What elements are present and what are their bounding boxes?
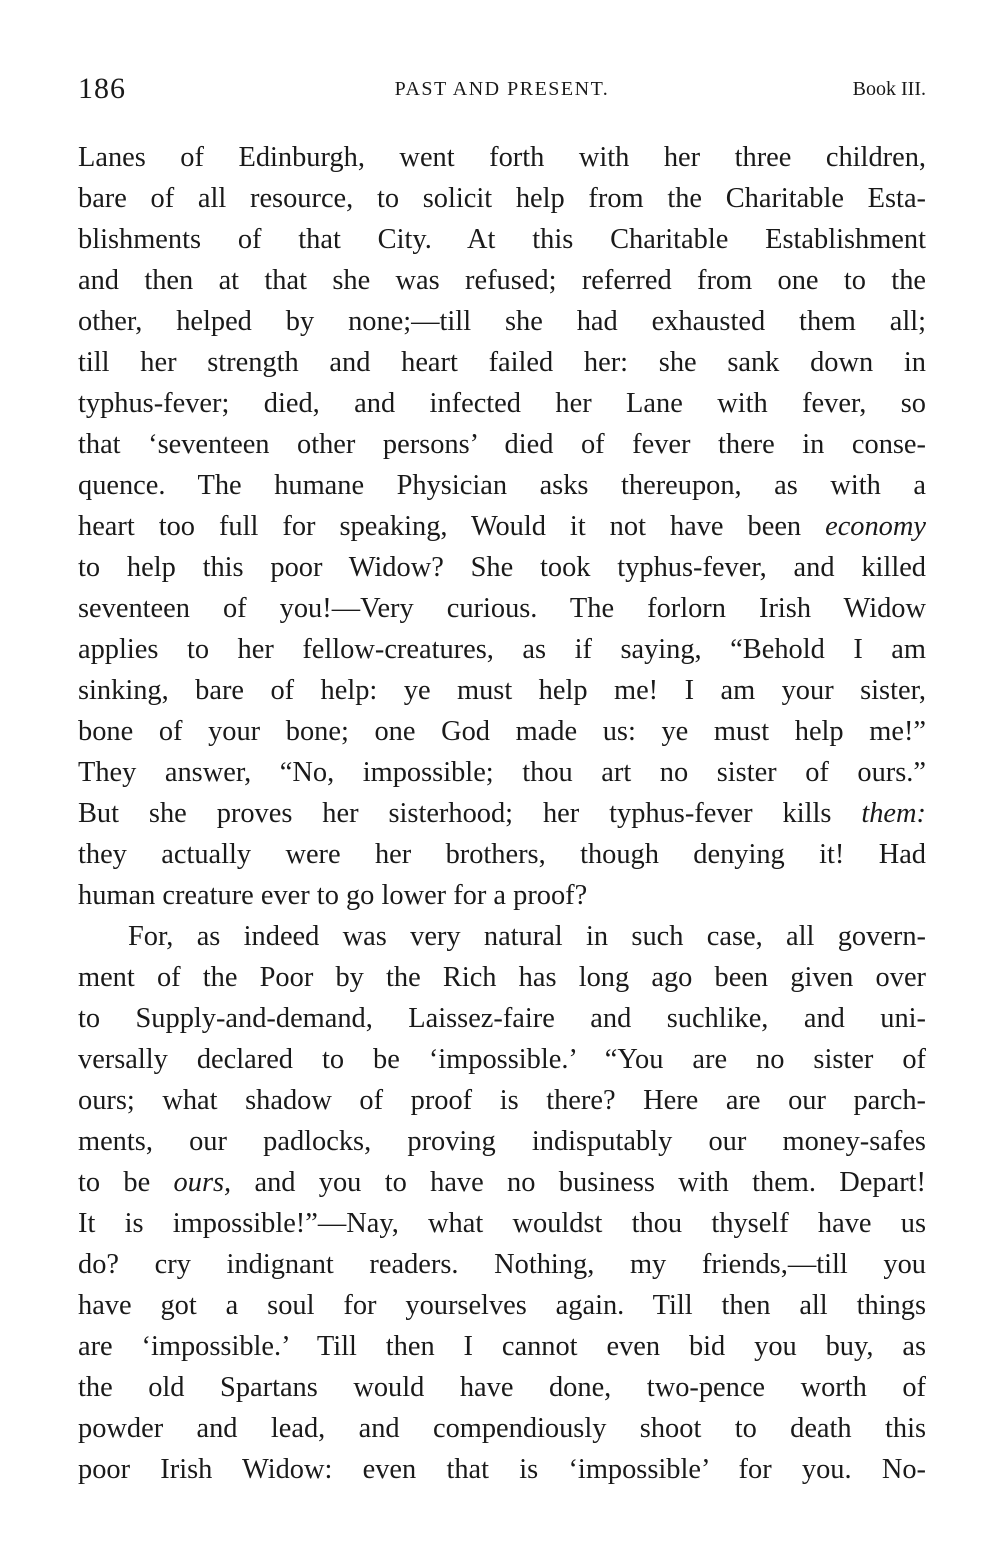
text-line: It is impossible!”—Nay, what wouldst thou thyself have us [78, 1208, 926, 1239]
text-line: they actually were her brothers, though denying it! Had [78, 839, 926, 870]
text-line: blishments of that City. At this Charitable Establishment [78, 224, 926, 255]
paragraph-end-line: human creature ever to go lower for a proof? [78, 880, 588, 911]
text-line: the old Spartans would have done, two-pence worth of [78, 1372, 926, 1403]
text-line: They answer, “No, impossible; thou art no sister of ours.” [78, 757, 926, 788]
text-line: typhus-fever; died, and infected her Lane with fever, so [78, 388, 926, 419]
text-line [78, 1162, 926, 1203]
text-line: to help this poor Widow? She took typhus-fever, and killed [78, 552, 926, 583]
text-line: and then at that she was refused; referred from one to the [78, 265, 926, 296]
line-text: heart too full for speaking, Would it not have been [78, 511, 826, 542]
page-number: 186 [78, 72, 126, 105]
text-line: ours; what shadow of proof is there? Here are our parch- [78, 1085, 926, 1116]
line-text: to be [78, 1167, 174, 1198]
running-title: PAST AND PRESENT. [394, 78, 610, 100]
text-line: are ‘impossible.’ Till then I cannot even bid you buy, as [78, 1331, 926, 1362]
italic-text: economy [825, 511, 926, 542]
running-head [78, 72, 926, 108]
text-line: ments, our padlocks, proving indisputably our money-safes [78, 1126, 926, 1157]
text-line: to Supply-and-demand, Laissez-faire and suchlike, and uni- [78, 1003, 926, 1034]
text-line: do? cry indignant readers. Nothing, my friends,—till you [78, 1249, 926, 1280]
paragraph-start-line: For, as indeed was very natural in such case, all govern- [128, 921, 926, 952]
text-line [78, 506, 926, 547]
text-line: have got a soul for yourselves again. Till then all things [78, 1290, 926, 1321]
italic-text: ours, [173, 1167, 232, 1198]
text-line: applies to her fellow-creatures, as if saying, “Behold I am [78, 634, 926, 665]
text-line: Lanes of Edinburgh, went forth with her three children, [78, 142, 926, 173]
text-line: versally declared to be ‘impossible.’ “You are no sister of [78, 1044, 926, 1075]
text-line: powder and lead, and compendiously shoot to death this [78, 1413, 926, 1444]
line-text: But she proves her sisterhood; her typhus-fever kills [78, 798, 862, 829]
text-line: ment of the Poor by the Rich has long ago been given over [78, 962, 926, 993]
text-line: that ‘seventeen other persons’ died of fever there in conse- [78, 429, 926, 460]
text-line: seventeen of you!—Very curious. The forlorn Irish Widow [78, 593, 926, 624]
body-text [78, 137, 926, 1490]
text-line: quence. The humane Physician asks thereupon, as with a [78, 470, 926, 501]
text-line [78, 793, 926, 834]
text-line: bone of your bone; one God made us: ye must help me!” [78, 716, 926, 747]
book-reference: Book III. [852, 78, 926, 100]
text-line: poor Irish Widow: even that is ‘impossible’ for you. No- [78, 1454, 926, 1485]
text-line: bare of all resource, to solicit help from the Charitable Esta- [78, 183, 926, 214]
text-line: sinking, bare of help: ye must help me! I am your sister, [78, 675, 926, 706]
text-line: till her strength and heart failed her: she sank down in [78, 347, 926, 378]
line-text: and you to have no business with them. Depart! [231, 1167, 927, 1198]
italic-text: them: [861, 798, 926, 829]
text-line: other, helped by none;—till she had exhausted them all; [78, 306, 926, 337]
